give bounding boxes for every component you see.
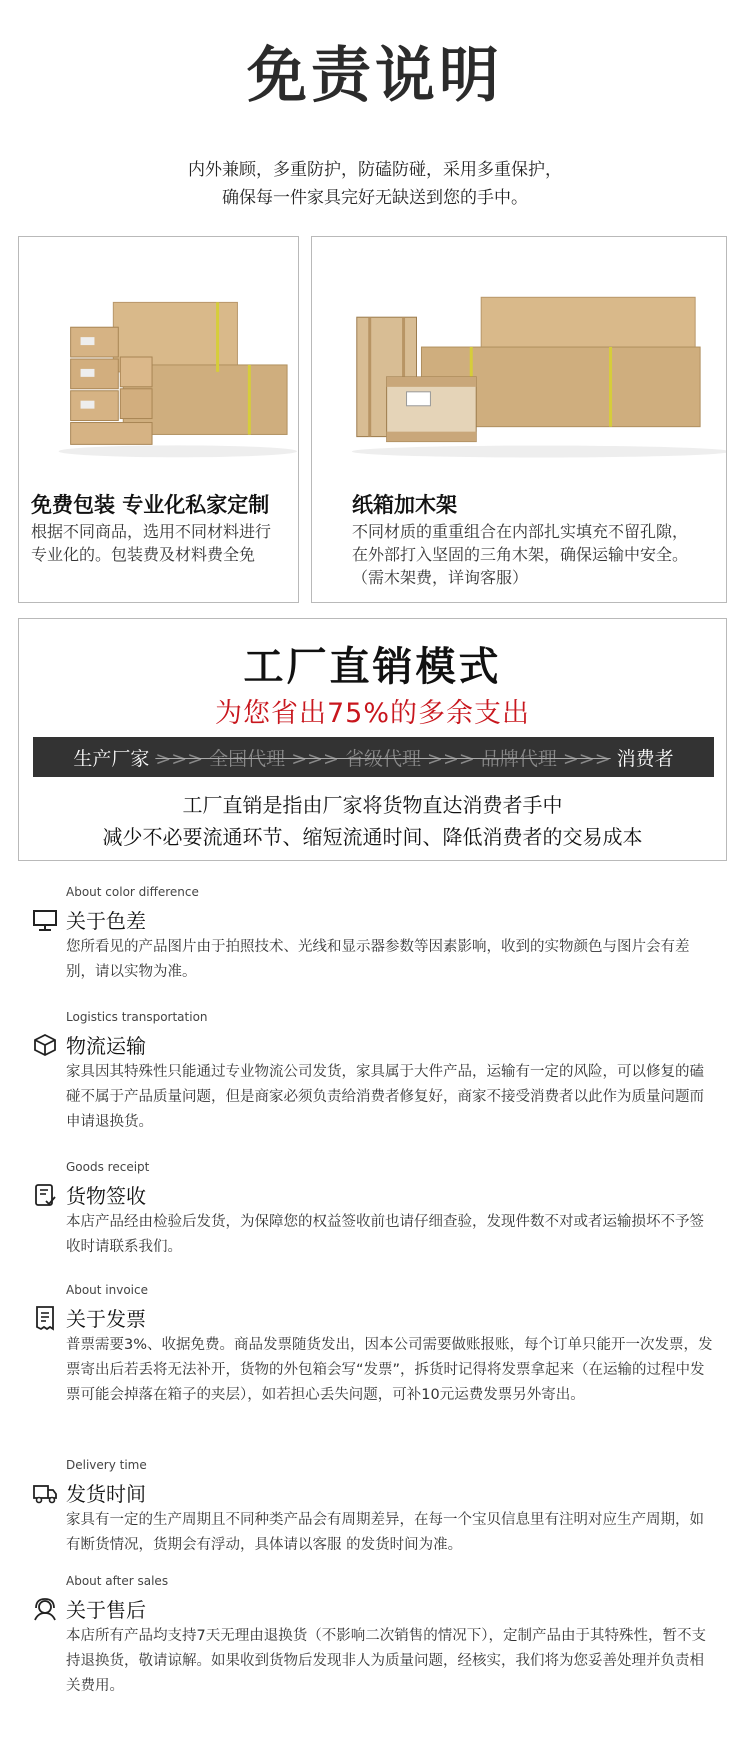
truck-icon <box>32 1480 58 1506</box>
card-title: 纸箱加木架 <box>352 493 457 517</box>
page-title: 免责说明 <box>247 41 503 111</box>
supply-chain-banner <box>33 737 714 777</box>
intro-text <box>0 156 750 212</box>
section-title: 关于发票 <box>66 1307 146 1331</box>
section-text: 家具因其特殊性只能通过专业物流公司发货，家具属于大件产品，运输有一定的风险，可以修复的磕碰不属于产品质量问题，但是商家必须负责给消费者修复好，商家不接受消费者以此作为质量问题而申请退换货。 <box>66 1064 704 1130</box>
chain-middle: >>> 全国代理 >>> 省级代理 >>> 品牌代理 >>> <box>155 747 611 770</box>
section-title: 货物签收 <box>66 1184 146 1208</box>
factory-desc-line-1: 工厂直销是指由厂家将货物直达消费者手中 <box>182 793 563 817</box>
receipt-check-icon <box>32 1182 58 1208</box>
factory-subtitle: 为您省出75%的多余支出 <box>214 698 530 729</box>
section-en-title: Delivery time <box>66 1458 147 1472</box>
customer-service-icon <box>32 1596 58 1622</box>
section-text: 本店产品经由检验后发货，为保障您的权益签收前也请仔细查验，发现件数不对或者运输损坏不予签收时请联系我们。 <box>66 1214 704 1255</box>
section-en-title: Logistics transportation <box>66 1010 208 1024</box>
factory-direct-panel <box>18 618 727 861</box>
invoice-icon <box>32 1305 58 1331</box>
section-en-title: Goods receipt <box>66 1160 150 1174</box>
factory-desc-line-2: 减少不必要流通环节、缩短流通时间、降低消费者的交易成本 <box>102 825 643 849</box>
monitor-icon <box>32 907 58 933</box>
section-title: 物流运输 <box>66 1034 146 1058</box>
section-en-title: About invoice <box>66 1283 148 1297</box>
section-en-title: About after sales <box>66 1574 169 1588</box>
section-title: 关于售后 <box>66 1598 146 1622</box>
cardboard-boxes-image <box>19 247 298 467</box>
section-title: 发货时间 <box>66 1482 146 1506</box>
factory-title: 工厂直销模式 <box>243 644 502 690</box>
section-text: 您所看见的产品图片由于拍照技术、光线和显示器参数等因素影响，收到的实物颜色与图片会有差别，请以实物为准。 <box>66 939 690 980</box>
chain-end: 消费者 <box>616 747 674 770</box>
intro-line-1: 内外兼顾，多重防护，防磕防碰，采用多重保护， <box>188 160 562 180</box>
wooden-frame-card <box>311 236 727 603</box>
card-text: 根据不同商品，选用不同材料进行专业化的。包装费及材料费全免 <box>31 522 272 564</box>
card-text: 不同材质的重重组合在内部扎实填充不留孔隙，在外部打入坚固的三角木架，确保运输中安全。（需木架费，详询客服） <box>352 522 689 587</box>
chain-start: 生产厂家 <box>73 747 150 770</box>
section-en-title: About color difference <box>66 885 199 899</box>
wooden-crates-image <box>312 247 726 467</box>
card-title: 免费包装 专业化私家定制 <box>31 493 270 517</box>
intro-line-2: 确保每一件家具完好无缺送到您的手中。 <box>222 188 528 208</box>
section-title: 关于色差 <box>66 909 146 933</box>
section-text: 家具有一定的生产周期且不同种类产品会有周期差异，在每一个宝贝信息里有注明对应生产周期，如有断货情况，货期会有浮动，具体请以客服 的发货时间为准。 <box>66 1512 704 1553</box>
section-text: 普票需要3%、收据免费。商品发票随货发出，因本公司需要做账报账，每个订单只能开一次发票，发票寄出后若丢将无法补开，货物的外包箱会写“发票”，拆货时记得将发票拿起来（在运输的过程中发票可能会掉落在箱子的夹层），如若担心丢失问题，可补10元运费发票另外寄出。 <box>66 1337 713 1403</box>
factory-description <box>19 789 726 853</box>
packaging-card <box>18 236 299 603</box>
section-text: 本店所有产品均支持7天无理由退换货（不影响二次销售的情况下），定制产品由于其特殊性，暂不支持退换货，敬请谅解。如果收到货物后发现非人为质量问题，经核实，我们将为您妥善处理并负责相关费用。 <box>66 1628 706 1694</box>
package-icon <box>32 1032 58 1058</box>
